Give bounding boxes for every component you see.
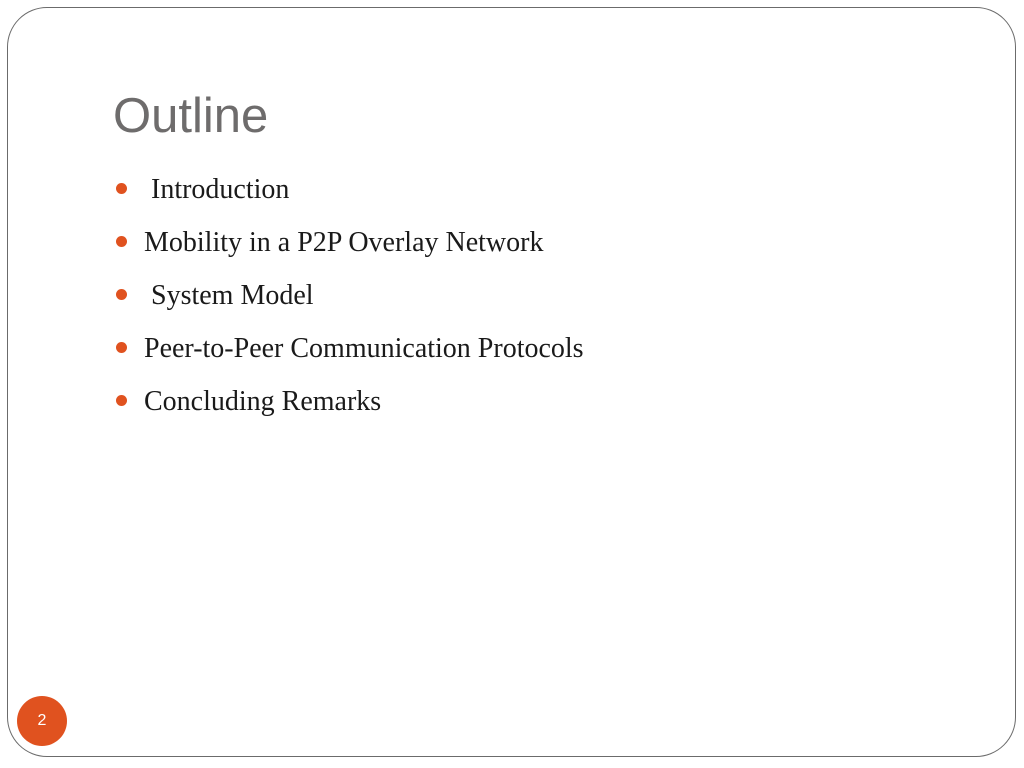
bullet-dot-icon — [116, 342, 127, 353]
bullet-text: Introduction — [151, 174, 290, 205]
bullet-dot-icon — [116, 289, 127, 300]
page-number-badge — [17, 696, 67, 746]
list-item — [113, 375, 584, 428]
bullet-text: System Model — [151, 280, 314, 311]
bullet-text: Peer-to-Peer Communication Protocols — [144, 333, 584, 364]
bullet-dot-icon — [116, 236, 127, 247]
bullet-list — [113, 163, 584, 428]
list-item — [113, 216, 584, 269]
bullet-dot-icon — [116, 183, 127, 194]
list-item — [113, 163, 584, 216]
page-number: 2 — [37, 712, 47, 729]
bullet-dot-icon — [116, 395, 127, 406]
slide-title: Outline — [113, 89, 269, 143]
bullet-text: Concluding Remarks — [144, 386, 382, 417]
list-item — [113, 269, 584, 322]
list-item — [113, 322, 584, 375]
bullet-text: Mobility in a P2P Overlay Network — [144, 227, 544, 258]
